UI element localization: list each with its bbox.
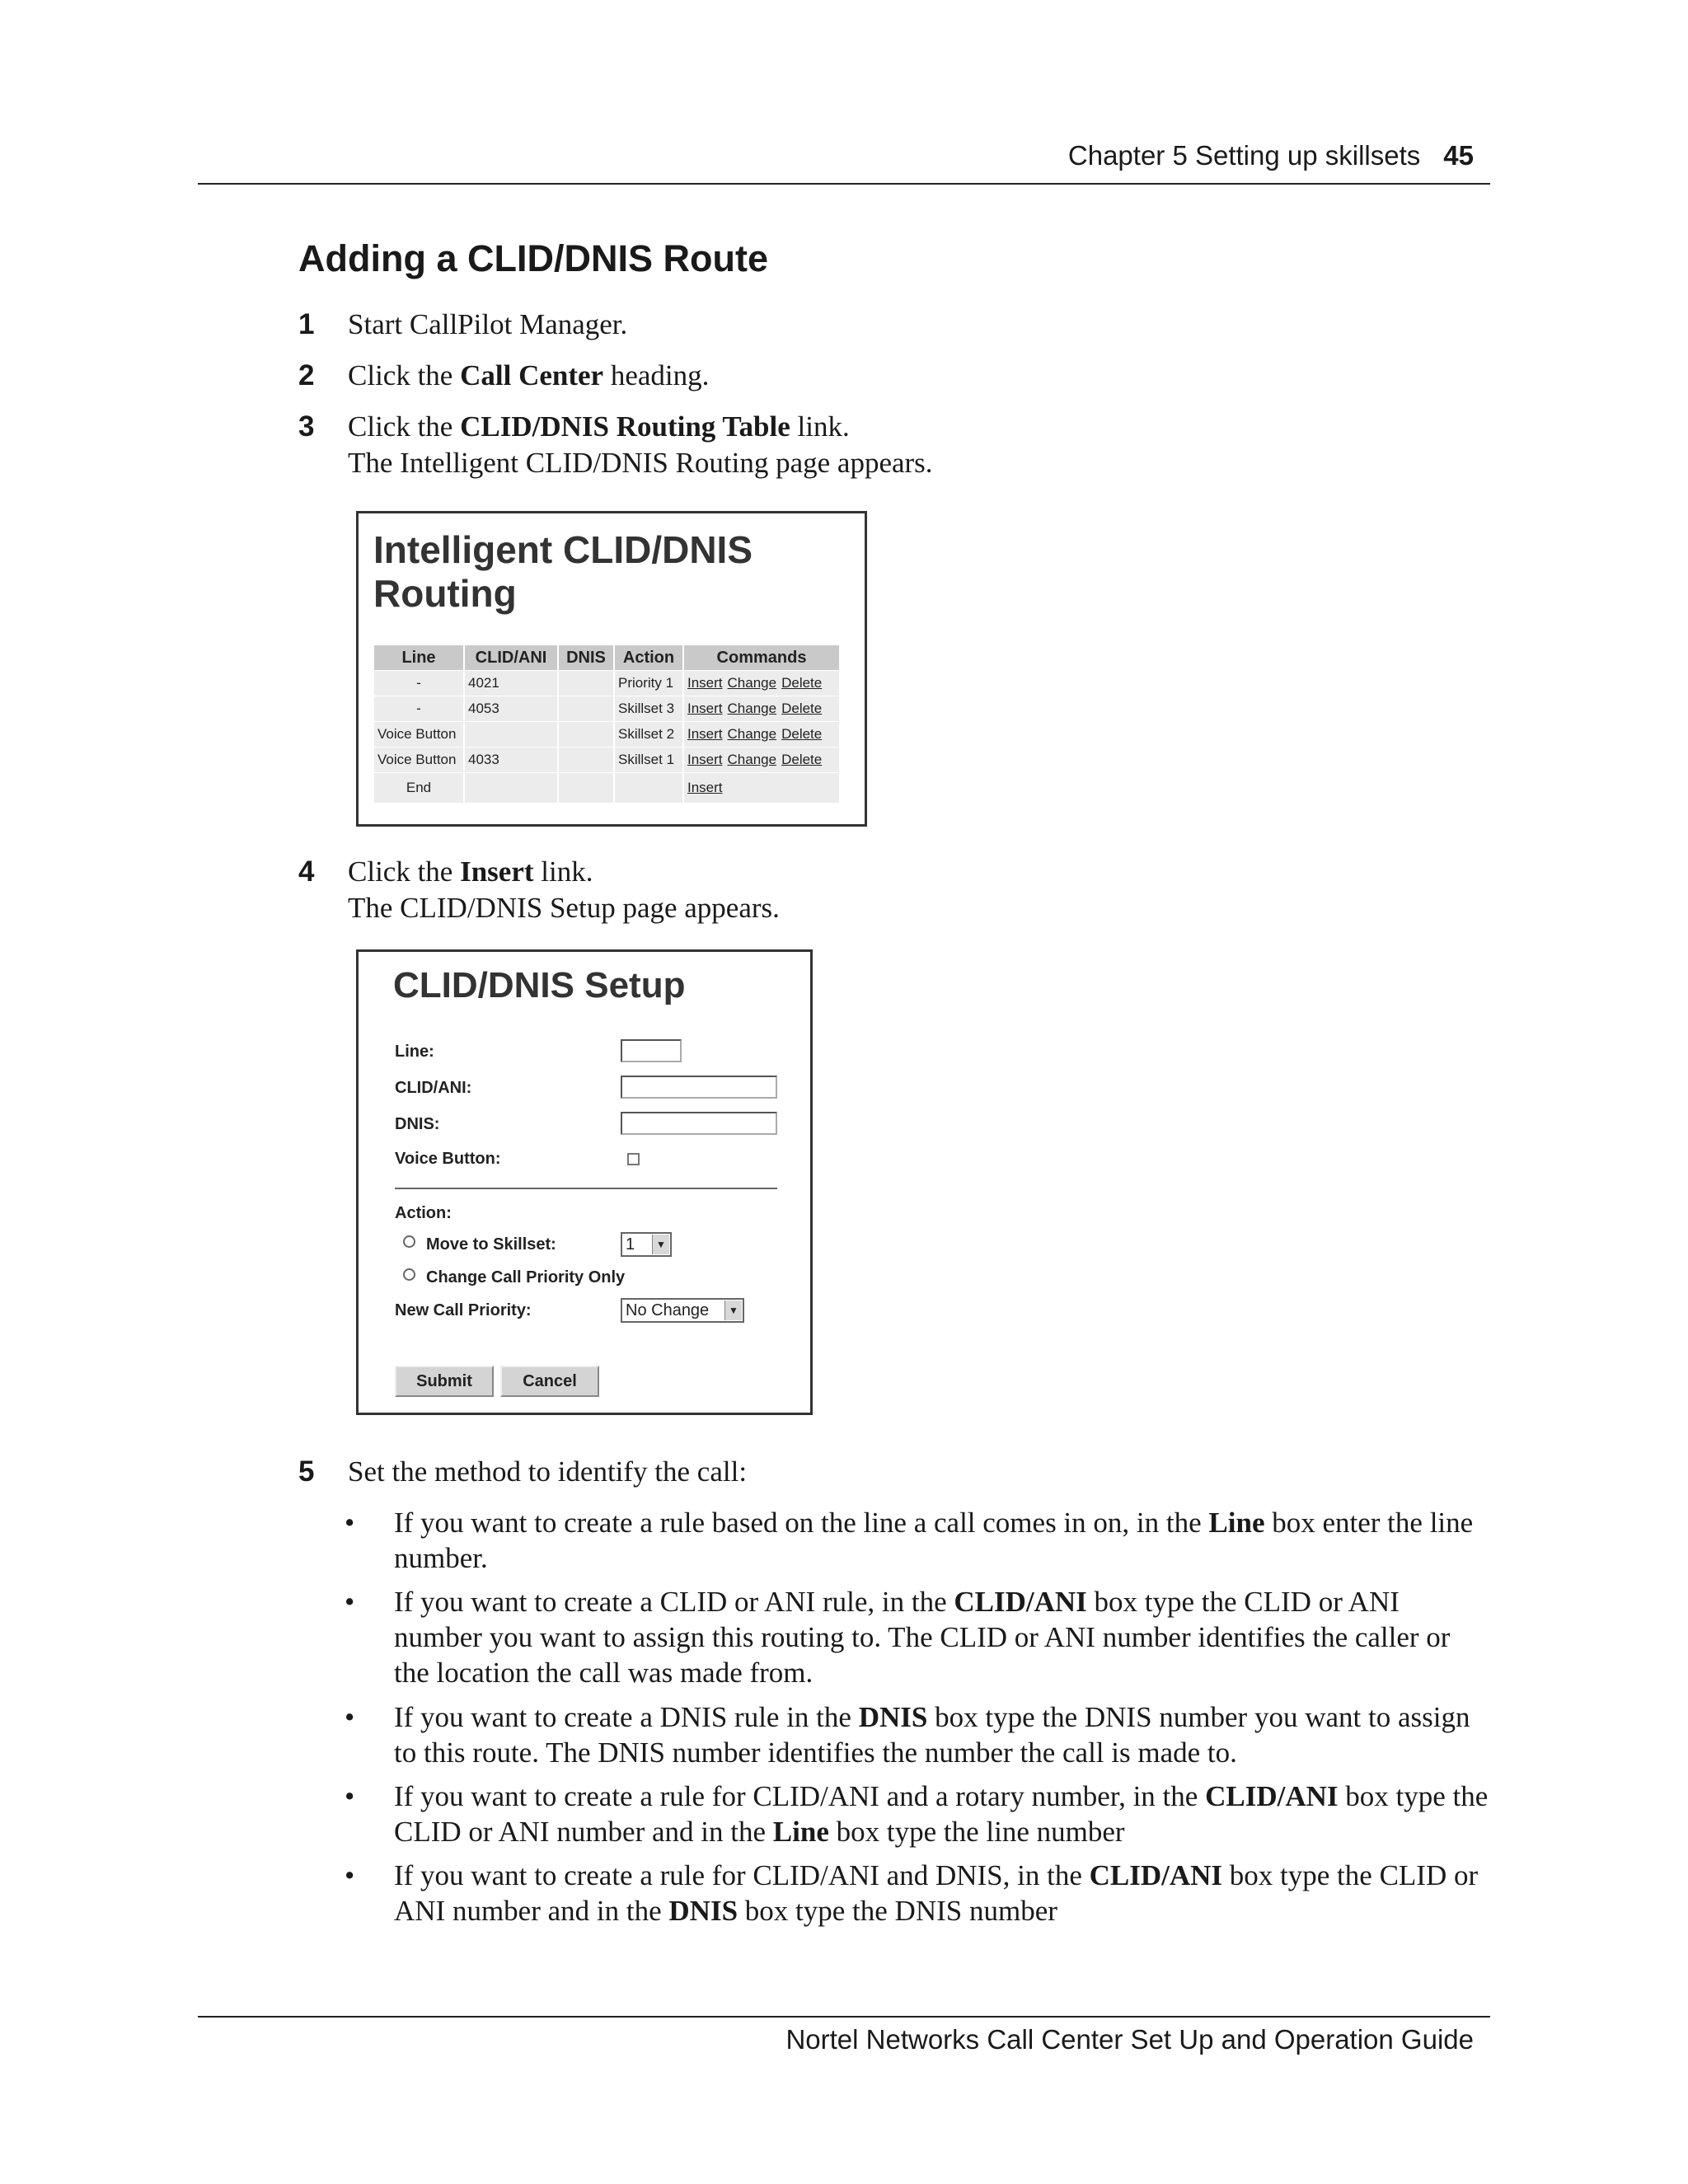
change-link[interactable]: Change: [727, 726, 777, 742]
dnis-label: DNIS:: [395, 1115, 440, 1133]
insert-link[interactable]: Insert: [687, 780, 723, 795]
table-header-row: [374, 645, 840, 671]
step-number: 2: [298, 359, 315, 391]
bullet-dnis-rule: • If you want to create a DNIS rule in the DNIS box type the DNIS number you want to assign to this route. The DNIS number identifies the number the call is made to.: [345, 1701, 1470, 1769]
step-4: [298, 854, 1502, 926]
step-text: Set the method to identify the call:: [348, 1455, 748, 1488]
bullet-icon: •: [345, 1586, 355, 1618]
col-line: Line: [374, 645, 464, 671]
insert-link[interactable]: Insert: [687, 701, 723, 716]
dnis-input[interactable]: [621, 1112, 777, 1135]
routing-table: [374, 645, 841, 803]
step-1: [298, 307, 1502, 343]
step-text: Click the Call Center heading.: [348, 359, 710, 391]
table-row-end: End Insert: [374, 773, 840, 804]
priority-select[interactable]: No Change ▼: [621, 1298, 744, 1323]
move-to-skillset-radio[interactable]: [403, 1235, 415, 1248]
table-row: Voice Button Skillset 2 Insert Change Delete: [374, 722, 840, 748]
step-text: Start CallPilot Manager.: [348, 308, 628, 340]
routing-page-title: Intelligent CLID/DNIS Routing: [373, 528, 753, 615]
col-dnis: DNIS: [558, 645, 614, 671]
step-number: 4: [298, 855, 315, 888]
bullet-icon: •: [345, 1701, 355, 1733]
chapter-title: Chapter 5 Setting up skillsets: [1067, 140, 1421, 171]
table-row: - 4053 Skillset 3 Insert Change Delete: [374, 696, 840, 722]
line-input[interactable]: [621, 1039, 682, 1062]
step-number: 5: [298, 1455, 315, 1488]
step-2: [298, 358, 1502, 394]
bullet-icon: •: [345, 1507, 355, 1539]
action-label: Action:: [395, 1204, 452, 1222]
step-5: [298, 1454, 1502, 1490]
cancel-button[interactable]: Cancel: [500, 1366, 599, 1397]
line-label: Line:: [395, 1043, 434, 1061]
clid-label: CLID/ANI:: [395, 1079, 472, 1097]
voice-button-label: Voice Button:: [395, 1150, 501, 1168]
submit-button[interactable]: Submit: [395, 1366, 494, 1397]
running-footer: Nortel Networks Call Center Set Up and Operation Guide: [785, 2024, 1474, 2055]
routing-screenshot: [356, 511, 867, 827]
page-number: 45: [1443, 140, 1474, 171]
step-number: 1: [298, 308, 315, 340]
bullet-clid-dnis-rule: • If you want to create a rule for CLID/ANI and DNIS, in the CLID/ANI box type the CLID or ANI number and in the DNIS box type the DNIS number: [345, 1859, 1479, 1927]
running-header: [1068, 140, 1474, 171]
setup-page-title: CLID/DNIS Setup: [393, 965, 686, 1005]
insert-link[interactable]: Insert: [687, 726, 723, 742]
footer-rule: [198, 2016, 1490, 2018]
bullet-icon: •: [345, 1780, 355, 1812]
header-rule: [198, 183, 1490, 185]
delete-link[interactable]: Delete: [781, 752, 823, 767]
delete-link[interactable]: Delete: [781, 675, 823, 691]
change-link[interactable]: Change: [727, 752, 777, 767]
chevron-down-icon: ▼: [724, 1301, 742, 1320]
col-clid: CLID/ANI: [464, 645, 558, 671]
chevron-down-icon: ▼: [652, 1235, 669, 1254]
change-priority-label: Change Call Priority Only: [426, 1268, 626, 1286]
bullet-clid-rule: • If you want to create a CLID or ANI rule, in the CLID/ANI box type the CLID or ANI number you want to assign this routing to. The CLID or ANI number identifies the caller or the location the call was made from.: [345, 1586, 1451, 1689]
table-row: Voice Button 4033 Skillset 1 Insert Change Delete: [374, 748, 840, 773]
move-to-skillset-label: Move to Skillset:: [426, 1235, 556, 1254]
insert-link[interactable]: Insert: [687, 752, 723, 767]
skillset-select[interactable]: 1 ▼: [621, 1232, 672, 1257]
insert-link[interactable]: Insert: [687, 675, 723, 691]
bullet-icon: •: [345, 1859, 355, 1891]
step-number: 3: [298, 410, 315, 443]
col-commands: Commands: [683, 645, 840, 671]
col-action: Action: [614, 645, 683, 671]
section-title: Adding a CLID/DNIS Route: [298, 237, 768, 279]
new-priority-label: New Call Priority:: [395, 1301, 532, 1319]
table-row: - 4021 Priority 1 Insert Change Delete: [374, 671, 840, 696]
step-text: Click the CLID/DNIS Routing Table link. The Intelligent CLID/DNIS Routing page appears.: [348, 410, 933, 479]
bullet-clid-line-rule: • If you want to create a rule for CLID/ANI and a rotary number, in the CLID/ANI box type the CLID or ANI number and in the Line box type the line number: [345, 1780, 1489, 1848]
change-link[interactable]: Change: [727, 675, 777, 691]
clid-input[interactable]: [621, 1076, 777, 1099]
step-text: Click the Insert link. The CLID/DNIS Setup page appears.: [348, 855, 780, 924]
setup-screenshot: [356, 949, 813, 1415]
change-priority-radio[interactable]: [403, 1268, 415, 1281]
voice-button-checkbox[interactable]: [627, 1153, 640, 1165]
step-3: [298, 409, 1502, 481]
delete-link[interactable]: Delete: [781, 726, 823, 742]
delete-link[interactable]: Delete: [781, 701, 823, 716]
bullet-line-rule: • If you want to create a rule based on the line a call comes in on, in the Line box enter the line number.: [345, 1507, 1474, 1574]
change-link[interactable]: Change: [727, 701, 777, 716]
divider: [395, 1188, 777, 1189]
